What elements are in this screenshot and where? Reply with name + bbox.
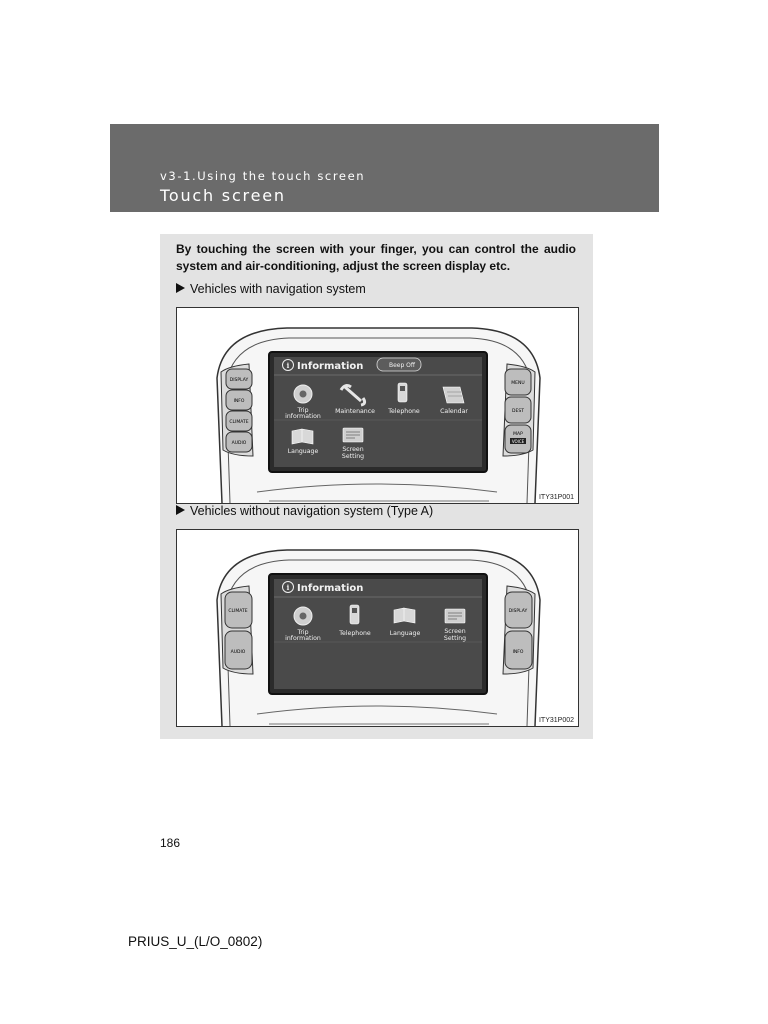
menu-label: Telephone	[388, 408, 420, 415]
map-button-label: MAP	[513, 432, 523, 437]
menu-label: Telephone	[339, 630, 371, 637]
screen-title: Information	[297, 583, 364, 594]
menu-label-line2: information	[285, 413, 321, 420]
page-title: Touch screen	[160, 186, 286, 205]
menu-label: Language	[389, 630, 421, 637]
info-icon-glyph: i	[286, 361, 290, 370]
phone-icon	[350, 605, 359, 624]
climate-button-label: CLIMATE	[228, 609, 248, 614]
menu-label: Screen	[444, 628, 466, 635]
dashboard-illustration-2	[177, 530, 579, 727]
book-icon	[394, 608, 415, 623]
dest-button-label: DEST	[512, 409, 524, 414]
climate-button-label: CLIMATE	[229, 420, 249, 425]
calendar-icon	[443, 387, 464, 403]
beep-off-label: Beep Off	[388, 362, 416, 369]
header-band	[110, 124, 659, 212]
content-panel	[160, 234, 593, 739]
figure-2-without-navigation	[176, 529, 579, 727]
display-button-label: DISPLAY	[508, 609, 528, 614]
figure-code: ITY31P002	[538, 717, 574, 724]
section-label: v3-1.Using the touch screen	[160, 169, 366, 183]
menu-button-label: MENU	[511, 381, 525, 386]
menu-label-line2: Setting	[443, 635, 467, 642]
menu-label: Trip	[297, 407, 309, 414]
triangle-bullet-icon	[176, 505, 185, 515]
info-button-label: INFO	[233, 399, 245, 404]
voice-badge-label: VOICE	[511, 439, 525, 444]
menu-label: Screen	[342, 446, 364, 453]
document-code: PRIUS_U_(L/O_0802)	[128, 934, 263, 949]
figure-1-heading	[176, 282, 366, 296]
menu-label: Language	[287, 448, 319, 455]
tire-hub	[300, 613, 307, 620]
figure-code: ITY31P001	[538, 494, 574, 501]
audio-button-label: AUDIO	[231, 441, 247, 446]
figure-2-heading-text: Vehicles without navigation system (Type A)	[190, 504, 434, 518]
display-button-label: DISPLAY	[229, 378, 249, 383]
menu-label: Maintenance	[335, 408, 375, 415]
book-icon	[292, 429, 313, 444]
figure-1-heading-text: Vehicles with navigation system	[190, 282, 366, 296]
triangle-bullet-icon	[176, 283, 185, 293]
info-icon-glyph: i	[286, 583, 290, 592]
audio-button-label: AUDIO	[230, 650, 246, 655]
phone-screen	[400, 386, 405, 391]
tire-hub	[300, 391, 307, 398]
menu-label-line2: information	[285, 635, 321, 642]
screen-title: Information	[297, 361, 364, 372]
phone-screen	[352, 608, 357, 613]
menu-label-line2: Setting	[341, 453, 365, 460]
menu-label: Trip	[297, 629, 309, 636]
figure-1-navigation	[176, 307, 579, 504]
page-number: 186	[160, 836, 181, 850]
intro-text: By touching the screen with your finger, you can control the audio system and air-conditioning, adjust the screen display etc.	[176, 242, 576, 273]
menu-label: Calendar	[440, 408, 468, 415]
info-button-label: INFO	[512, 650, 524, 655]
dashboard-illustration-1	[177, 308, 579, 504]
figure-2-heading	[176, 504, 433, 518]
phone-icon	[398, 383, 407, 402]
